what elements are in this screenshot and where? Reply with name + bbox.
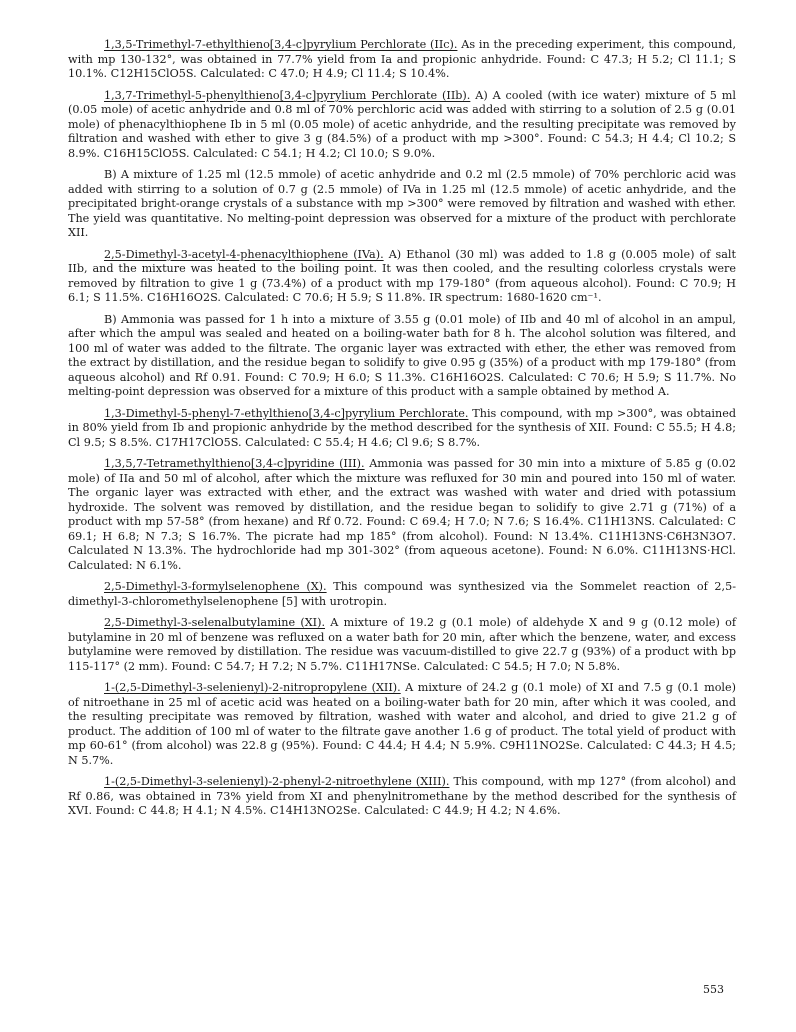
- paragraph-xi: [68, 616, 736, 674]
- compound-title: 1-(2,5-Dimethyl-3-selenienyl)-2-nitropropylene (XII).: [104, 681, 401, 694]
- compound-title: 1,3-Dimethyl-5-phenyl-7-ethylthieno[3,4-c]pyrylium Perchlorate.: [104, 406, 469, 420]
- paragraph-body: This compound, with mp >300°, was obtained in 80% yield from Ib and propionic anhydride by the method described for the synthesis of XII. Found: C 55.5; H 4.8; Cl 9.5; S 8.5%. C17H17ClO5S. Calculated: C 55.4; H 4.6; Cl 9.6; S 8.7%.: [68, 406, 736, 449]
- paragraph-iib: [68, 89, 736, 162]
- compound-title: 1,3,5-Trimethyl-7-ethylthieno[3,4-c]pyrylium Perchlorate (IIc).: [104, 38, 458, 51]
- paragraph-iic: [68, 38, 736, 82]
- compound-title: 1,3,7-Trimethyl-5-phenylthieno[3,4-c]pyrylium Perchlorate (IIb).: [104, 88, 471, 102]
- paragraph-iva-method-b: [68, 313, 736, 400]
- paragraph-iib-method-b: [68, 168, 736, 241]
- paragraph-dimethyl-phenyl-perchlorate: [68, 407, 736, 451]
- paragraph-body: This compound was synthesized via the Sommelet reaction of 2,5-dimethyl-3-chloromethylselenophene [5] with urotropin.: [68, 580, 737, 608]
- compound-title: 1,3,5,7-Tetramethylthieno[3,4-c]pyridine (III).: [104, 457, 365, 470]
- compound-title: 1-(2,5-Dimethyl-3-selenienyl)-2-phenyl-2-nitroethylene (XIII).: [104, 775, 450, 788]
- paragraph-xii: [68, 681, 736, 768]
- paragraph-body: B) A mixture of 1.25 ml (12.5 mmole) of acetic anhydride and 0.2 ml (2.5 mmole) of 70% perchloric acid was added with stirring to a solution of 0.7 g (2.5 mmole) of IVa in 1.25 ml (12.5 mmole) of acetic anhydride, and the precipitated bright-orange crystals of a substance with mp >300° were removed by filtration and washed with ether. The yield was quantitative. No melting-point depression was observed for a mixture of the product with perchlorate XII.: [68, 168, 736, 239]
- compound-title: 2,5-Dimethyl-3-formylselenophene (X).: [104, 580, 327, 593]
- paragraph-iii: [68, 457, 736, 573]
- paragraph-body: A) A cooled (with ice water) mixture of 5 ml (0.05 mole) of acetic anhydride and 0.8 ml of 70% perchloric acid was added with stirring to a solution of 2.5 g (0.01 mole) of phenacylthiophene Ib in 5 ml (0.05 mole) of acetic anhydride, and the resulting precipitate was removed by filtration and washed with ether to give 3 g (84.5%) of a product with mp >300°. Found: C 54.3; H 4.4; Cl 10.2; S 8.9%. C16H15ClO5S. Calculated: C 54.1; H 4.2; Cl 10.0; S 9.0%.: [68, 88, 736, 160]
- paragraph-x: [68, 580, 736, 609]
- paragraph-body: A mixture of 19.2 g (0.1 mole) of aldehyde X and 9 g (0.12 mole) of butylamine in 20 ml of benzene was refluxed on a water bath for 20 min, after which the benzene, water, and excess butylamine were removed by distillation. The residue was vacuum-distilled to give 22.7 g (93%) of a product with bp 115-117° (2 mm). Found: C 54.7; H 7.2; N 5.7%. C11H17NSe. Calculated: C 54.5; H 7.0; N 5.8%.: [68, 616, 736, 673]
- paragraph-body: As in the preceding experiment, this compound, with mp 130-132°, was obtained in 77.7% yield from Ia and propionic anhydride. Found: C 47.3; H 5.2; Cl 11.1; S 10.1%. C12H15ClO5S. Calculated: C 47.0; H 4.9; Cl 11.4; S 10.4%.: [68, 38, 736, 80]
- paragraph-body: This compound, with mp 127° (from alcohol) and Rf 0.86, was obtained in 73% yield from XI and phenylnitromethane by the method described for the synthesis of XVI. Found: C 44.8; H 4.1; N 4.5%. C14H13NO2Se. Calculated: C 44.9; H 4.2; N 4.6%.: [68, 775, 736, 817]
- paragraph-body: B) Ammonia was passed for 1 h into a mixture of 3.55 g (0.01 mole) of IIb and 40 ml of alcohol in an ampul, after which the ampul was sealed and heated on a boiling-water bath for 8 h. The alcohol solution was filtered, and 100 ml of water was added to the filtrate. The organic layer was extracted with ether, the ether was removed from the extract by distillation, and the residue began to solidify to give 0.95 g (35%) of a product with mp 179-180° (from aqueous alcohol) and Rf 0.91. Found: C 70.9; H 6.0; S 11.3%. C16H16O2S. Calculated: C 70.6; H 5.9; S 11.7%. No melting-point depression was observed for a mixture of this product with a sample obtained by method A.: [68, 312, 736, 398]
- paragraph-body: A) Ethanol (30 ml) was added to 1.8 g (0.005 mole) of salt IIb, and the mixture was heated to the boiling point. It was then cooled, and the resulting colorless crystals were removed by filtration to give 1 g (73.4%) of a product with mp 179-180° (from aqueous alcohol). Found: C 70.9; H 6.1; S 11.5%. C16H16O2S. Calculated: C 70.6; H 5.9; S 11.8%. IR spectrum: 1680-1620 cm⁻¹.: [68, 247, 736, 304]
- page-number: 553: [703, 983, 724, 996]
- compound-title: 2,5-Dimethyl-3-acetyl-4-phenacylthiophene (IVa).: [104, 247, 384, 261]
- paragraph-body: Ammonia was passed for 30 min into a mixture of 5.85 g (0.02 mole) of IIa and 50 ml of alcohol, after which the mixture was refluxed for 30 min and poured into 150 ml of water. The organic layer was extracted with ether, and the extract was washed with water and dried with potassium hydroxide. The solvent was removed by distillation, and the residue began to solidify to give 2.71 g (71%) of a product with mp 57-58° (from hexane) and Rf 0.72. Found: C 69.4; H 7.0; N 7.6; S 16.4%. C11H13NS. Calculated: C 69.1; H 6.8; N 7.3; S 16.7%. The picrate had mp 185° (from alcohol). Found: N 13.4%. C11H13NS·C6H3N3O7. Calculated N 13.3%. The hydrochloride had mp 301-302° (from aqueous acetone). Found: N 6.0%. C11H13NS·HCl. Calculated: N 6.1%.: [68, 457, 736, 572]
- compound-title: 2,5-Dimethyl-3-selenalbutylamine (XI).: [104, 616, 326, 629]
- paragraph-body: A mixture of 24.2 g (0.1 mole) of XI and 7.5 g (0.1 mole) of nitroethane in 25 ml of acetic acid was heated on a boiling-water bath for 20 min, after which it was cooled, and the resulting precipitate was removed by filtration, washed with water and alcohol, and dried to give 21.2 g of product. The addition of 100 ml of water to the filtrate gave another 1.6 g of product. The total yield of product with mp 60-61° (from alcohol) was 22.8 g (95%). Found: C 44.4; H 4.4; N 5.9%. C9H11NO2Se. Calculated: C 44.3; H 4.5; N 5.7%.: [68, 681, 736, 767]
- paragraph-xiii: [68, 775, 736, 819]
- paragraph-iva: [68, 248, 736, 306]
